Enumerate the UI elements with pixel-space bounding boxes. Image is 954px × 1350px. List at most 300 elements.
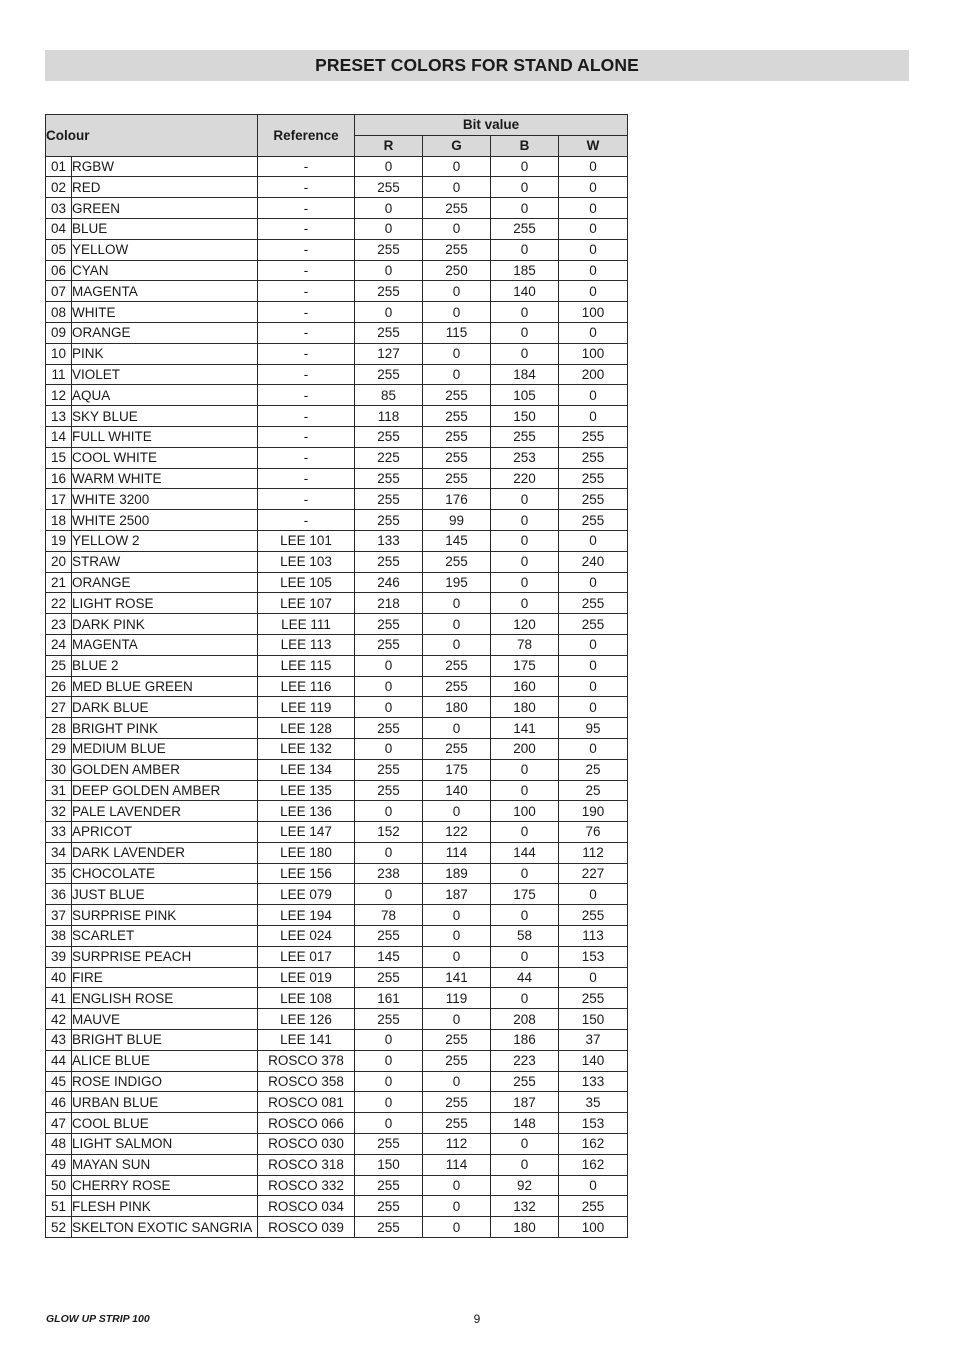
colour-name: ALICE BLUE — [72, 1050, 258, 1071]
value-b: 120 — [491, 614, 559, 635]
table-row — [46, 1071, 628, 1092]
row-number: 03 — [46, 198, 72, 219]
value-g: 187 — [423, 884, 491, 905]
value-w: 255 — [559, 489, 628, 510]
value-r: 255 — [355, 510, 423, 531]
table-row — [46, 281, 628, 302]
table-row — [46, 842, 628, 863]
value-b: 160 — [491, 676, 559, 697]
table-row — [46, 988, 628, 1009]
value-w: 240 — [559, 551, 628, 572]
value-w: 100 — [559, 302, 628, 323]
value-b: 0 — [491, 1134, 559, 1155]
reference-cell: - — [258, 260, 355, 281]
colour-name: MAYAN SUN — [72, 1154, 258, 1175]
table-row — [46, 967, 628, 988]
table-row — [46, 510, 628, 531]
row-number: 48 — [46, 1134, 72, 1155]
value-w: 0 — [559, 676, 628, 697]
value-b: 175 — [491, 655, 559, 676]
value-w: 0 — [559, 738, 628, 759]
reference-cell: LEE 119 — [258, 697, 355, 718]
value-r: 255 — [355, 614, 423, 635]
value-w: 25 — [559, 780, 628, 801]
row-number: 40 — [46, 967, 72, 988]
colour-name: SKELTON EXOTIC SANGRIA — [72, 1217, 258, 1238]
value-b: 141 — [491, 718, 559, 739]
value-r: 152 — [355, 822, 423, 843]
reference-cell: - — [258, 239, 355, 260]
table-row — [46, 884, 628, 905]
table-row — [46, 718, 628, 739]
value-r: 0 — [355, 1071, 423, 1092]
row-number: 22 — [46, 593, 72, 614]
value-w: 255 — [559, 593, 628, 614]
colour-name: RED — [72, 177, 258, 198]
value-b: 148 — [491, 1113, 559, 1134]
value-w: 150 — [559, 1009, 628, 1030]
value-b: 44 — [491, 967, 559, 988]
colour-name: BRIGHT BLUE — [72, 1030, 258, 1051]
reference-cell: LEE 116 — [258, 676, 355, 697]
value-r: 0 — [355, 842, 423, 863]
value-b: 0 — [491, 1154, 559, 1175]
colour-name: CHOCOLATE — [72, 863, 258, 884]
value-w: 0 — [559, 406, 628, 427]
colour-name: ENGLISH ROSE — [72, 988, 258, 1009]
value-r: 255 — [355, 364, 423, 385]
table-row — [46, 759, 628, 780]
value-b: 0 — [491, 780, 559, 801]
value-b: 0 — [491, 905, 559, 926]
colour-name: RGBW — [72, 156, 258, 177]
row-number: 43 — [46, 1030, 72, 1051]
reference-cell: - — [258, 406, 355, 427]
value-w: 35 — [559, 1092, 628, 1113]
header-colour: Colour — [46, 115, 258, 157]
reference-cell: LEE 115 — [258, 655, 355, 676]
reference-cell: LEE 103 — [258, 551, 355, 572]
reference-cell: ROSCO 066 — [258, 1113, 355, 1134]
colour-name: WHITE — [72, 302, 258, 323]
value-b: 0 — [491, 822, 559, 843]
value-b: 0 — [491, 988, 559, 1009]
value-r: 0 — [355, 260, 423, 281]
value-r: 0 — [355, 156, 423, 177]
reference-cell: LEE 132 — [258, 738, 355, 759]
value-b: 58 — [491, 926, 559, 947]
colour-name: GREEN — [72, 198, 258, 219]
table-row — [46, 530, 628, 551]
value-r: 255 — [355, 1009, 423, 1030]
row-number: 38 — [46, 926, 72, 947]
value-g: 0 — [423, 614, 491, 635]
value-r: 218 — [355, 593, 423, 614]
value-g: 189 — [423, 863, 491, 884]
page-title: PRESET COLORS FOR STAND ALONE — [315, 55, 639, 75]
colour-name: ORANGE — [72, 572, 258, 593]
value-r: 0 — [355, 1113, 423, 1134]
value-w: 255 — [559, 447, 628, 468]
reference-cell: ROSCO 039 — [258, 1217, 355, 1238]
reference-cell: - — [258, 489, 355, 510]
value-b: 0 — [491, 198, 559, 219]
value-g: 255 — [423, 468, 491, 489]
reference-cell: LEE 019 — [258, 967, 355, 988]
table-row — [46, 198, 628, 219]
value-r: 255 — [355, 551, 423, 572]
reference-cell: - — [258, 281, 355, 302]
value-w: 0 — [559, 239, 628, 260]
value-r: 0 — [355, 697, 423, 718]
reference-cell: LEE 017 — [258, 946, 355, 967]
value-b: 0 — [491, 759, 559, 780]
value-w: 0 — [559, 218, 628, 239]
colour-name: GOLDEN AMBER — [72, 759, 258, 780]
value-g: 255 — [423, 1030, 491, 1051]
value-g: 0 — [423, 905, 491, 926]
table-row — [46, 343, 628, 364]
table-row — [46, 780, 628, 801]
value-w: 153 — [559, 946, 628, 967]
value-w: 37 — [559, 1030, 628, 1051]
value-b: 105 — [491, 385, 559, 406]
colour-name: JUST BLUE — [72, 884, 258, 905]
row-number: 32 — [46, 801, 72, 822]
row-number: 14 — [46, 426, 72, 447]
value-g: 0 — [423, 1071, 491, 1092]
value-g: 255 — [423, 676, 491, 697]
table-row — [46, 614, 628, 635]
value-b: 0 — [491, 302, 559, 323]
table-row — [46, 426, 628, 447]
value-r: 255 — [355, 634, 423, 655]
table-row — [46, 634, 628, 655]
table-row — [46, 593, 628, 614]
value-r: 0 — [355, 676, 423, 697]
row-number: 46 — [46, 1092, 72, 1113]
value-g: 0 — [423, 1217, 491, 1238]
value-b: 255 — [491, 218, 559, 239]
reference-cell: LEE 134 — [258, 759, 355, 780]
value-g: 195 — [423, 572, 491, 593]
value-w: 0 — [559, 697, 628, 718]
reference-cell: - — [258, 198, 355, 219]
table-row — [46, 1134, 628, 1155]
colour-name: DARK LAVENDER — [72, 842, 258, 863]
value-g: 250 — [423, 260, 491, 281]
value-b: 100 — [491, 801, 559, 822]
colour-name: YELLOW — [72, 239, 258, 260]
row-number: 31 — [46, 780, 72, 801]
colour-name: STRAW — [72, 551, 258, 572]
row-number: 39 — [46, 946, 72, 967]
table-row — [46, 1113, 628, 1134]
table-row — [46, 1050, 628, 1071]
value-g: 0 — [423, 218, 491, 239]
table-row — [46, 260, 628, 281]
value-b: 180 — [491, 1217, 559, 1238]
table-row — [46, 822, 628, 843]
colour-name: DARK PINK — [72, 614, 258, 635]
value-r: 85 — [355, 385, 423, 406]
reference-cell: - — [258, 218, 355, 239]
row-number: 28 — [46, 718, 72, 739]
row-number: 49 — [46, 1154, 72, 1175]
row-number: 26 — [46, 676, 72, 697]
table-row — [46, 697, 628, 718]
row-number: 02 — [46, 177, 72, 198]
colour-name: URBAN BLUE — [72, 1092, 258, 1113]
colour-name: ORANGE — [72, 322, 258, 343]
colour-name: DEEP GOLDEN AMBER — [72, 780, 258, 801]
value-r: 255 — [355, 718, 423, 739]
colour-name: MAUVE — [72, 1009, 258, 1030]
value-w: 112 — [559, 842, 628, 863]
value-r: 255 — [355, 1134, 423, 1155]
value-r: 0 — [355, 655, 423, 676]
row-number: 13 — [46, 406, 72, 427]
table-row — [46, 218, 628, 239]
value-w: 0 — [559, 156, 628, 177]
value-w: 227 — [559, 863, 628, 884]
reference-cell: LEE 079 — [258, 884, 355, 905]
reference-cell: LEE 101 — [258, 530, 355, 551]
value-g: 0 — [423, 634, 491, 655]
table-row — [46, 447, 628, 468]
colour-name: PALE LAVENDER — [72, 801, 258, 822]
reference-cell: LEE 113 — [258, 634, 355, 655]
value-w: 162 — [559, 1134, 628, 1155]
value-w: 0 — [559, 1175, 628, 1196]
reference-cell: LEE 141 — [258, 1030, 355, 1051]
value-g: 0 — [423, 946, 491, 967]
value-g: 0 — [423, 1009, 491, 1030]
value-w: 255 — [559, 468, 628, 489]
row-number: 42 — [46, 1009, 72, 1030]
row-number: 01 — [46, 156, 72, 177]
value-b: 92 — [491, 1175, 559, 1196]
value-w: 255 — [559, 426, 628, 447]
value-b: 150 — [491, 406, 559, 427]
value-b: 0 — [491, 156, 559, 177]
value-g: 122 — [423, 822, 491, 843]
table-row — [46, 322, 628, 343]
value-b: 0 — [491, 530, 559, 551]
row-number: 51 — [46, 1196, 72, 1217]
value-g: 255 — [423, 447, 491, 468]
row-number: 33 — [46, 822, 72, 843]
value-w: 0 — [559, 322, 628, 343]
value-w: 133 — [559, 1071, 628, 1092]
value-r: 133 — [355, 530, 423, 551]
value-r: 255 — [355, 780, 423, 801]
value-w: 0 — [559, 281, 628, 302]
value-g: 0 — [423, 177, 491, 198]
header-g: G — [423, 135, 491, 156]
value-w: 76 — [559, 822, 628, 843]
reference-cell: LEE 128 — [258, 718, 355, 739]
value-b: 0 — [491, 863, 559, 884]
table-row — [46, 946, 628, 967]
colour-name: FIRE — [72, 967, 258, 988]
table-row — [46, 1217, 628, 1238]
row-number: 11 — [46, 364, 72, 385]
row-number: 34 — [46, 842, 72, 863]
value-g: 0 — [423, 926, 491, 947]
row-number: 52 — [46, 1217, 72, 1238]
row-number: 47 — [46, 1113, 72, 1134]
value-b: 0 — [491, 551, 559, 572]
value-w: 255 — [559, 988, 628, 1009]
value-b: 0 — [491, 946, 559, 967]
value-b: 223 — [491, 1050, 559, 1071]
value-b: 253 — [491, 447, 559, 468]
header-w: W — [559, 135, 628, 156]
value-g: 141 — [423, 967, 491, 988]
value-w: 190 — [559, 801, 628, 822]
colour-name: FULL WHITE — [72, 426, 258, 447]
colour-name: COOL BLUE — [72, 1113, 258, 1134]
title-bar — [45, 50, 909, 81]
table-row — [46, 489, 628, 510]
value-w: 113 — [559, 926, 628, 947]
value-w: 0 — [559, 655, 628, 676]
value-w: 255 — [559, 510, 628, 531]
value-b: 0 — [491, 177, 559, 198]
value-r: 0 — [355, 198, 423, 219]
value-w: 0 — [559, 198, 628, 219]
row-number: 05 — [46, 239, 72, 260]
table-row — [46, 1030, 628, 1051]
reference-cell: - — [258, 364, 355, 385]
value-r: 255 — [355, 489, 423, 510]
value-r: 255 — [355, 322, 423, 343]
colour-name: CHERRY ROSE — [72, 1175, 258, 1196]
value-g: 255 — [423, 406, 491, 427]
colour-name: WHITE 2500 — [72, 510, 258, 531]
value-b: 0 — [491, 489, 559, 510]
value-w: 0 — [559, 385, 628, 406]
reference-cell: LEE 180 — [258, 842, 355, 863]
value-r: 238 — [355, 863, 423, 884]
row-number: 04 — [46, 218, 72, 239]
value-b: 200 — [491, 738, 559, 759]
reference-cell: ROSCO 332 — [258, 1175, 355, 1196]
reference-cell: LEE 107 — [258, 593, 355, 614]
colour-name: APRICOT — [72, 822, 258, 843]
row-number: 09 — [46, 322, 72, 343]
value-g: 255 — [423, 655, 491, 676]
value-r: 246 — [355, 572, 423, 593]
table-row — [46, 905, 628, 926]
value-r: 0 — [355, 1092, 423, 1113]
value-g: 175 — [423, 759, 491, 780]
colour-name: CYAN — [72, 260, 258, 281]
colour-name: FLESH PINK — [72, 1196, 258, 1217]
table-row — [46, 801, 628, 822]
value-r: 127 — [355, 343, 423, 364]
reference-cell: LEE 156 — [258, 863, 355, 884]
header-b: B — [491, 135, 559, 156]
row-number: 37 — [46, 905, 72, 926]
row-number: 36 — [46, 884, 72, 905]
value-g: 0 — [423, 281, 491, 302]
value-g: 99 — [423, 510, 491, 531]
row-number: 25 — [46, 655, 72, 676]
value-b: 220 — [491, 468, 559, 489]
reference-cell: - — [258, 343, 355, 364]
page-number: 9 — [473, 1312, 481, 1326]
table-row — [46, 385, 628, 406]
row-number: 06 — [46, 260, 72, 281]
value-g: 176 — [423, 489, 491, 510]
table-row — [46, 926, 628, 947]
header-reference: Reference — [258, 115, 355, 157]
reference-cell: LEE 105 — [258, 572, 355, 593]
reference-cell: ROSCO 378 — [258, 1050, 355, 1071]
value-g: 0 — [423, 1175, 491, 1196]
value-g: 0 — [423, 302, 491, 323]
colour-name: SURPRISE PEACH — [72, 946, 258, 967]
value-w: 255 — [559, 614, 628, 635]
colour-name: BLUE — [72, 218, 258, 239]
value-r: 255 — [355, 967, 423, 988]
value-r: 0 — [355, 302, 423, 323]
value-r: 255 — [355, 926, 423, 947]
table-row — [46, 676, 628, 697]
value-w: 0 — [559, 530, 628, 551]
table-row — [46, 655, 628, 676]
value-w: 100 — [559, 343, 628, 364]
table-row — [46, 863, 628, 884]
value-w: 0 — [559, 967, 628, 988]
colour-name: VIOLET — [72, 364, 258, 385]
row-number: 16 — [46, 468, 72, 489]
value-b: 0 — [491, 510, 559, 531]
colour-name: YELLOW 2 — [72, 530, 258, 551]
row-number: 21 — [46, 572, 72, 593]
row-number: 50 — [46, 1175, 72, 1196]
reference-cell: LEE 194 — [258, 905, 355, 926]
value-r: 255 — [355, 281, 423, 302]
colour-name: DARK BLUE — [72, 697, 258, 718]
colour-name: MED BLUE GREEN — [72, 676, 258, 697]
value-r: 0 — [355, 1050, 423, 1071]
row-number: 29 — [46, 738, 72, 759]
value-b: 0 — [491, 343, 559, 364]
reference-cell: LEE 136 — [258, 801, 355, 822]
table-body — [46, 156, 628, 1237]
reference-cell: - — [258, 385, 355, 406]
colour-name: SURPRISE PINK — [72, 905, 258, 926]
value-w: 0 — [559, 884, 628, 905]
row-number: 07 — [46, 281, 72, 302]
value-g: 255 — [423, 385, 491, 406]
colour-name: LIGHT ROSE — [72, 593, 258, 614]
value-g: 114 — [423, 842, 491, 863]
reference-cell: ROSCO 034 — [258, 1196, 355, 1217]
reference-cell: - — [258, 302, 355, 323]
reference-cell: - — [258, 510, 355, 531]
value-r: 255 — [355, 426, 423, 447]
colour-name: PINK — [72, 343, 258, 364]
value-w: 200 — [559, 364, 628, 385]
value-r: 0 — [355, 738, 423, 759]
value-w: 25 — [559, 759, 628, 780]
colour-name: SCARLET — [72, 926, 258, 947]
value-r: 0 — [355, 884, 423, 905]
